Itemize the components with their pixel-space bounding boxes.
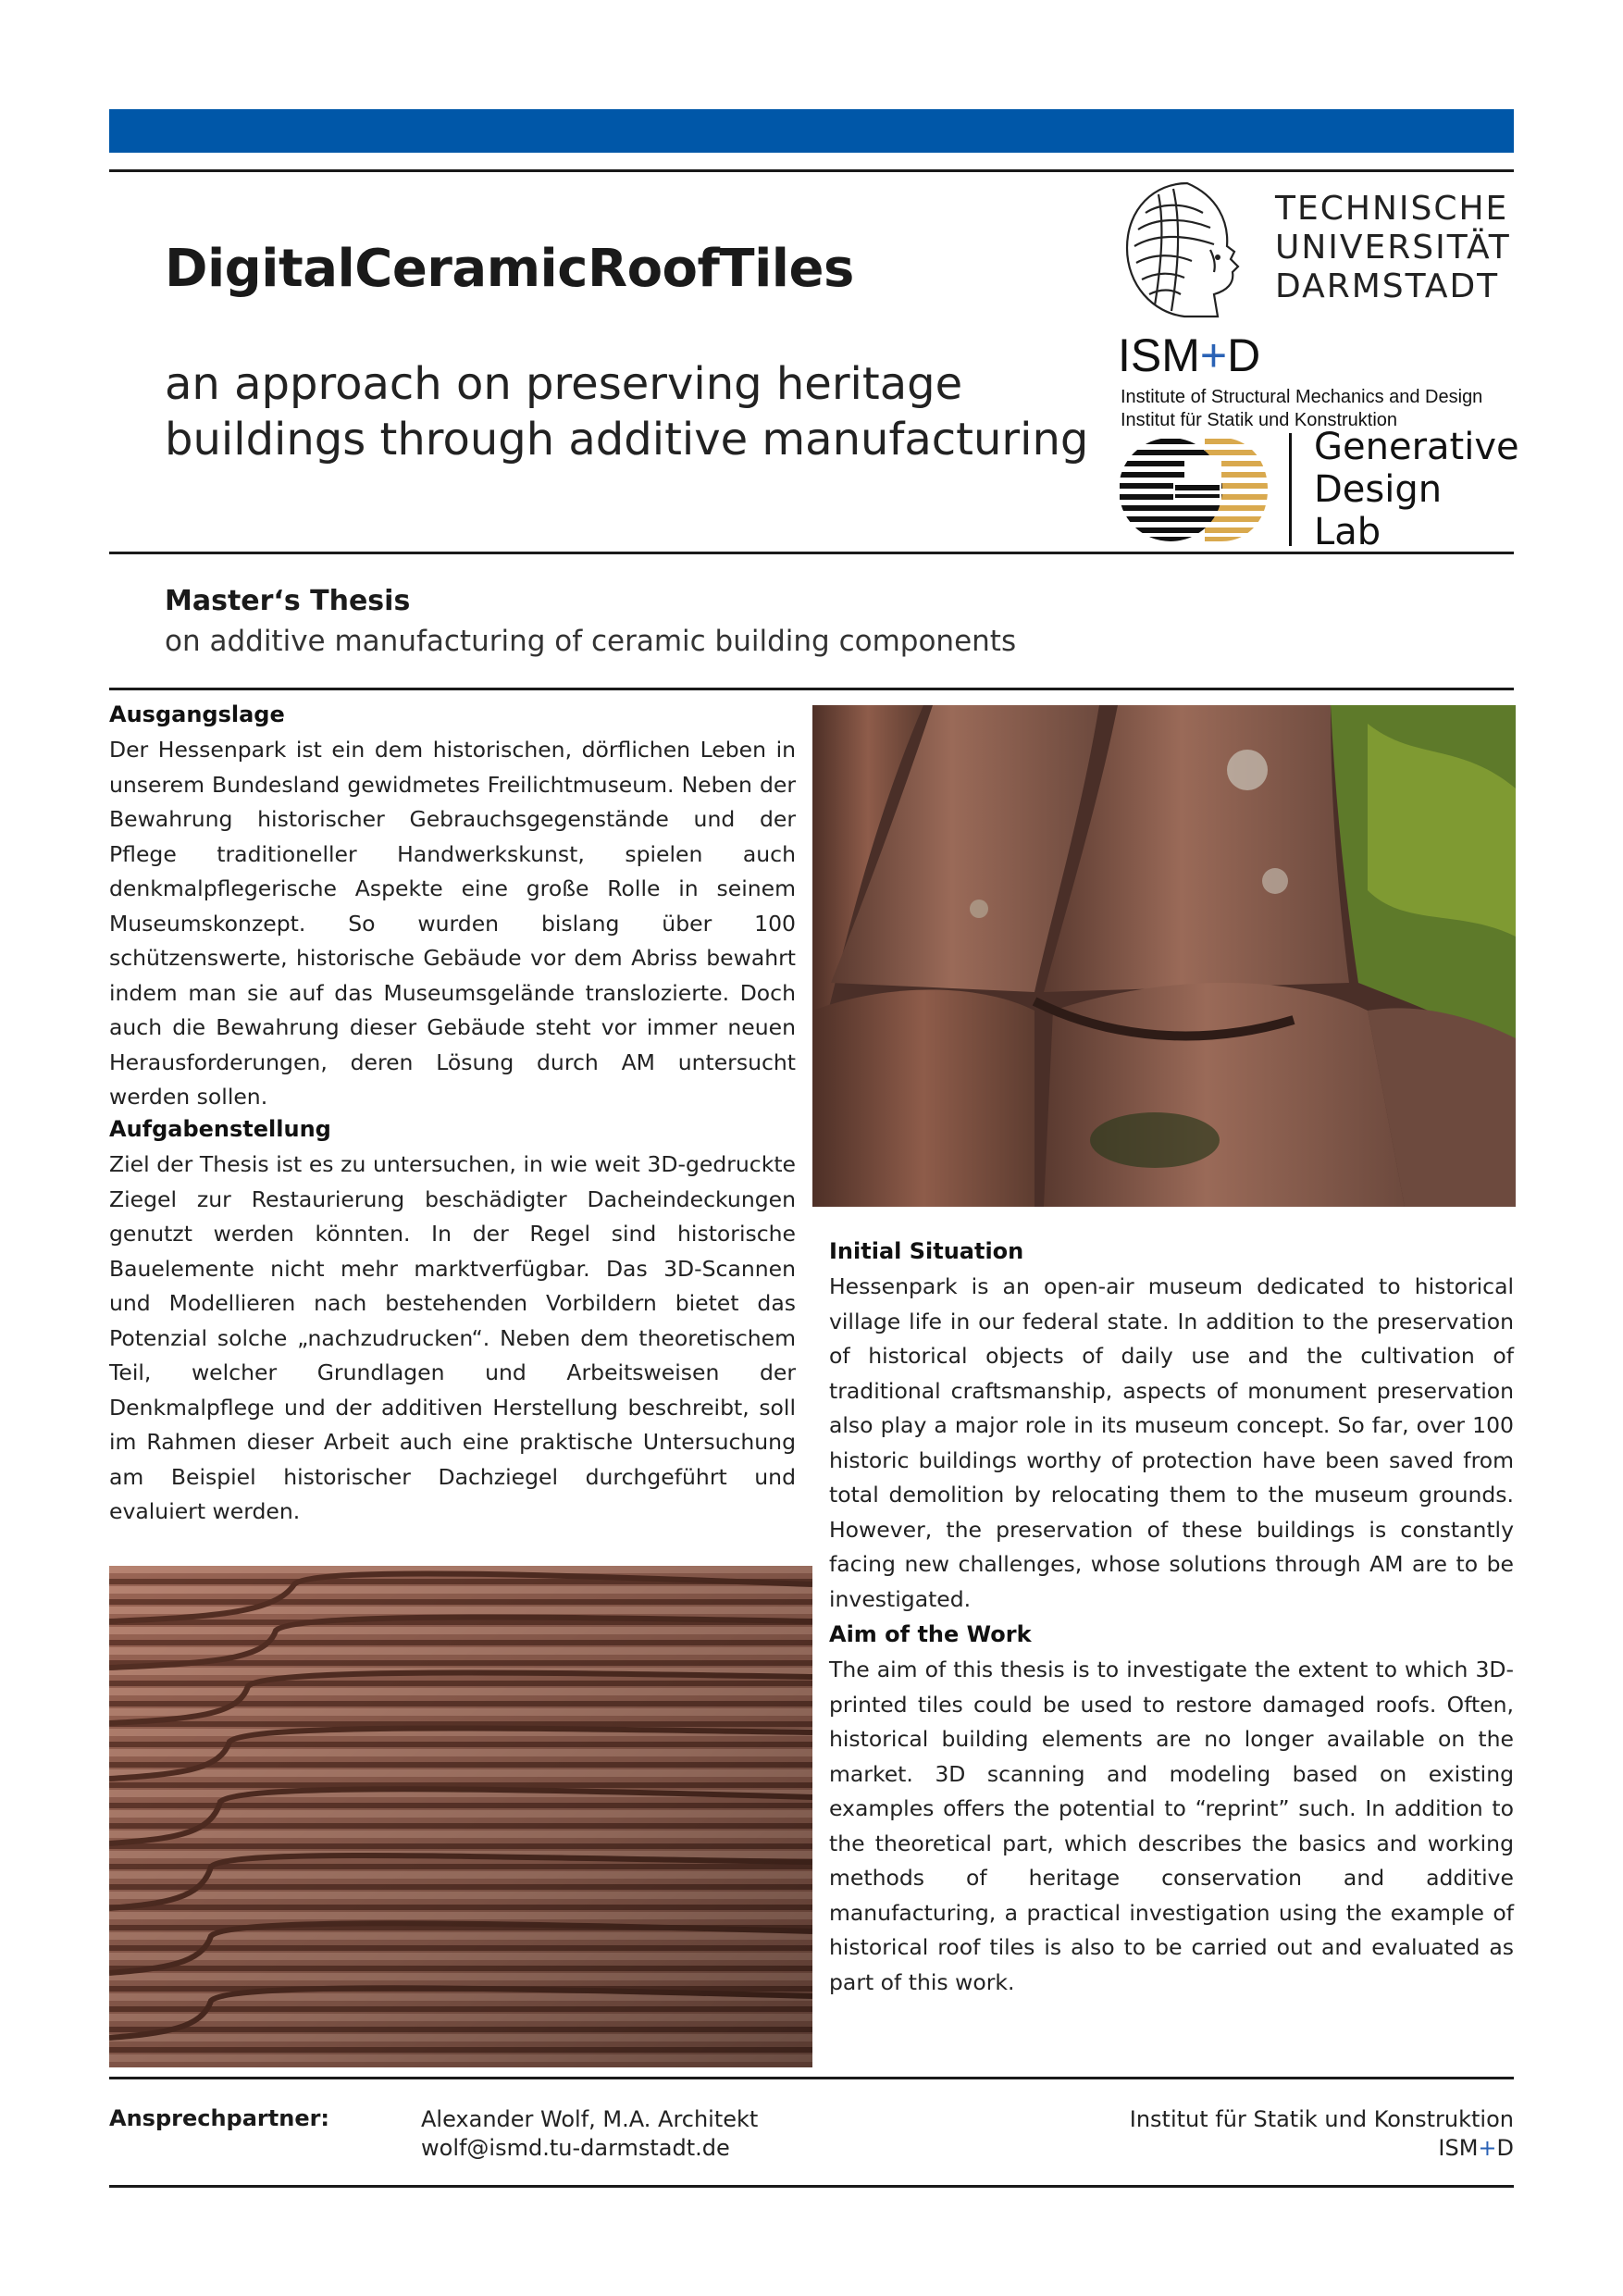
english-section-initial-situation [829, 1238, 1514, 1617]
footer-institute [1130, 2105, 1514, 2163]
divider-header-bottom [109, 552, 1514, 554]
page-title: DigitalCeramicRoofTiles [165, 239, 854, 299]
heading-initial-situation: Initial Situation [829, 1238, 1024, 1264]
text-initial-situation: Hessenpark is an open-air museum dedicated to historical village life in our federal state. In addition to the preservation of historical objects of daily use and the cultivation of traditional craftsmanship, aspects of monument preservation also play a major role in its museum concept. So far, over 100 historic buildings worthy of protection have been saved from total demolition by relocating them to the museum grounds. However, the preservation of these buildings is constantly facing new challenges, whose solutions through AM are to be investigated. [829, 1273, 1514, 1612]
footer-ismd-b: D [1496, 2135, 1514, 2161]
ismd-institute-de: Institut für Statik und Konstruktion [1121, 410, 1398, 430]
footer-contact [421, 2105, 758, 2163]
divider-footer-bottom [109, 2185, 1514, 2188]
roof-tiles-illustration [812, 705, 1516, 1207]
divider-footer-top [109, 2077, 1514, 2079]
ismd-institute-en: Institute of Structural Mechanics and Design [1121, 387, 1483, 407]
text-aufgabenstellung: Ziel der Thesis ist es zu untersuchen, in wie weit 3D-gedruckte Ziegel zur Restaurierung beschädigter Dacheindeckungen genutzt werden könnten. In der Regel sind historische Bauelemente nicht mehr marktverfügbar. Das 3D-Scannen und Modellieren nach bestehenden Vorbildern bietet das Potenzial solche „nachzudrucken“. Neben dem theoretischem Teil, welcher Grundlagen und Arbeitsweisen der Denkmalpflege und der additiven Herstellung beschreibt, soll im Rahmen dieser Arbeit auch eine praktische Untersuchung am Beispiel historischer Dachziegel durchgeführt und evaluiert werden. [109, 1151, 796, 1524]
tud-line-2: UNIVERSITÄT [1275, 229, 1511, 267]
contact-name: Alexander Wolf, M.A. Architekt [421, 2106, 759, 2132]
footer-contact-label: Ansprechpartner: [109, 2105, 330, 2131]
divider-thesis-bottom [109, 688, 1514, 690]
ismd-plus: + [1199, 329, 1228, 381]
subtitle-line-2: buildings through additive manufacturing [165, 414, 1089, 465]
ismd-logo-text [1118, 329, 1260, 382]
heading-ausgangslage: Ausgangslage [109, 701, 285, 727]
gd-striped-logo-icon [1120, 433, 1273, 546]
tud-line-3: DARMSTADT [1275, 267, 1500, 305]
athena-head-icon [1118, 176, 1257, 324]
gdl-line-2: Design [1314, 468, 1443, 511]
text-ausgangslage: Der Hessenpark ist ein dem historischen, dörflichen Leben in unserem Bundesland gewidmetes Freilichtmuseum. Neben der Bewahrung historischer Gebrauchsgegenstände und der Pflege traditioneller Handwerkskunst, spielen auch denkmalpflegerische Aspekte eine große Rolle in seinem Museumskonzept. So wurden bislang über 100 schützenswerte, historische Gebäude vor dem Abriss bewahrt indem man sie auf das Museumsgelände translozierte. Doch auch die Bewahrung dieser Gebäude steht vor immer neuen Herausforderungen, deren Lösung durch AM untersucht werden sollen. [109, 737, 796, 1110]
ismd-name-a: ISM [1118, 329, 1200, 381]
divider-top [109, 169, 1514, 172]
page-subtitle [165, 356, 1090, 467]
printed-ceramic-texture-photo [109, 1566, 812, 2067]
ismd-name-b: D [1227, 329, 1261, 381]
roof-tiles-photo [812, 705, 1516, 1207]
gdl-separator [1289, 433, 1292, 546]
tud-line-1: TECHNISCHE [1275, 190, 1509, 228]
text-aim-of-work: The aim of this thesis is to investigate the extent to which 3D-printed tiles could be used to restore damaged roofs. Often, historical building elements are no longer available on the market. 3D scanning and modeling based on existing examples offers the potential to “reprint” such. In addition to the theoretical part, which describes the basics and working methods of heritage conservation and additive manufacturing, a practical investigation using the example of historical roof tiles is also to be carried out and evaluated as part of this work. [829, 1657, 1514, 1995]
german-section-aufgabenstellung [109, 1116, 796, 1530]
gdl-line-3: Lab [1314, 511, 1381, 553]
printed-texture-illustration [109, 1566, 812, 2067]
tud-wordmark [1275, 190, 1511, 306]
gdl-wordmark [1314, 426, 1519, 553]
footer-ismd [1130, 2134, 1514, 2163]
heading-aufgabenstellung: Aufgabenstellung [109, 1116, 331, 1142]
thesis-subtitle: on additive manufacturing of ceramic building components [165, 625, 1017, 658]
footer-ismd-plus: + [1478, 2135, 1497, 2161]
contact-email[interactable]: wolf@ismd.tu-darmstadt.de [421, 2135, 730, 2161]
footer-ismd-a: ISM [1438, 2135, 1479, 2161]
heading-aim-of-work: Aim of the Work [829, 1621, 1032, 1647]
thesis-title: Master‘s Thesis [165, 585, 411, 617]
english-section-aim [829, 1621, 1514, 2000]
german-section-ausgangslage [109, 701, 796, 1115]
gdl-line-1: Generative [1314, 426, 1519, 468]
top-accent-bar [109, 109, 1514, 153]
subtitle-line-1: an approach on preserving heritage [165, 358, 963, 410]
footer-institute-name: Institut für Statik und Konstruktion [1129, 2106, 1514, 2132]
